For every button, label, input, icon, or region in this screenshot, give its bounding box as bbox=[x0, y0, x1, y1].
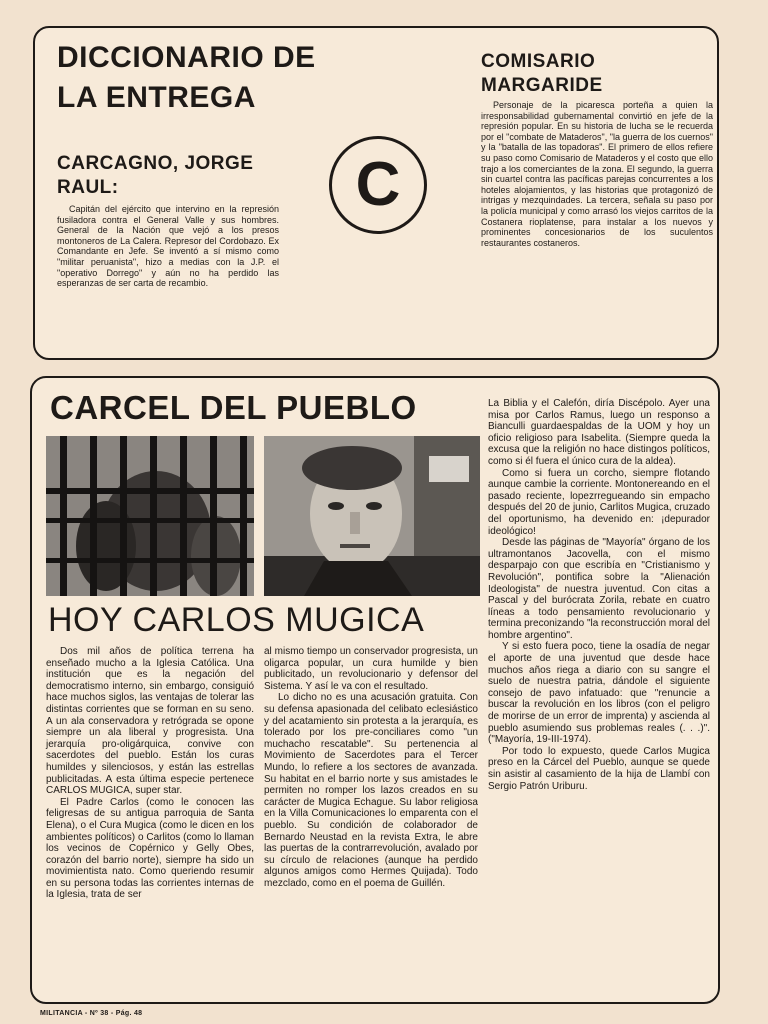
dictionary-title: DICCIONARIO DE LA ENTREGA bbox=[57, 41, 316, 114]
paragraph: Y si esto fuera poco, tiene la osadía de negar el aporte de una juventud que desde hace muchos años riega a diario con su sangre el suelo de nuestra patria, dándole el siguiente consejo de pavo infatuado: que "renuncie a buscar la revolución en los libros (con el peligro de morirse de un error de imprenta) y ascienda al pueblo asumiendo sus problemas reales (. . .)". ("Mayoría, 19-III-1974). bbox=[488, 641, 710, 746]
headline: HOY CARLOS MUGICA bbox=[48, 601, 425, 639]
paragraph: Por todo lo expuesto, quede Carlos Mugica preso en la Cárcel del Pueblo, aunque se quede sin asistir al casamiento de la hija de Llambí con Sergio Patrón Uriburu. bbox=[488, 745, 710, 792]
section-title: CARCEL DEL PUEBLO bbox=[50, 389, 417, 426]
article-column-3 bbox=[488, 398, 710, 792]
jail-bars-image bbox=[46, 436, 254, 596]
page-footer: MILITANCIA - Nº 38 - Pág. 48 bbox=[40, 1010, 143, 1017]
entry-carcagno-text: Capitán del ejército que intervino en la represión fusiladora contra el General Valle y sus hombres. General de la Nación que vejó a los presos montoneros de La Calera. Represor del Cordobazo. Ex Comandante en Jefe. Se inventó a sí mismo como "militar peruanista", hizo a medias con la J.P. el "operativo Dorrego" y aún no ha perdido las esperanzas de ser carta de recambio. bbox=[57, 204, 279, 289]
article-box bbox=[30, 376, 720, 1004]
letter-badge bbox=[329, 136, 427, 234]
photo-carlos-mugica bbox=[264, 436, 480, 596]
paragraph: Lo dicho no es una acusación gratuita. Con su defensa apasionada del celibato eclesiástico y del acatamiento sin protesta a la jerarquía, es tolerado por los pre-conciliares como "un muchacho rescatable". Su pertenencia al Movimiento de Sacerdotes para el Tercer Mundo, lo refiere a los sectores de avanzada. Su habitat en el barrio norte y sus amistades le permiten no romper los lazos creados en su carácter de Mugica Echague. Su labor religiosa en la Villa Comunicaciones lo emparenta con el pueblo. Su condición de colaborador de Bernardo Neustad en la revista Extra, le abre las puertas de la contrarrevolución, avalado por su círculo de relaciones (aunque ha perdido algunos amigos como Hermes Quijada). Todo mezclado, como en el poema de Guillén. bbox=[264, 692, 478, 889]
letter-c: C bbox=[355, 150, 401, 219]
paragraph: Desde las páginas de "Mayoría" órgano de los ultramontanos Jacovella, con el mismo desparpajo con que escribía en "Cristianismo y Revolución", pontifica sobre la "Alienación Ideologista" de nuestra juventud. Con citas a Pascal y del burócrata Zorila, rebate en cuatro líneas a todo pensamiento revolucionario y termina preconizando "la reconstrucción moral del hombre argentino". bbox=[488, 537, 710, 641]
dictionary-box bbox=[33, 26, 719, 360]
entry-margaride-name: COMISARIO MARGARIDE bbox=[481, 51, 603, 96]
paragraph: al mismo tiempo un conservador progresista, un oligarca popular, un cura humilde y bien publicitado, un revolucionario y defensor del Sistema. Y así le va con el resultado. bbox=[264, 646, 478, 692]
entry-margaride-text: Personaje de la picaresca porteña a quien la irresponsabilidad gubernamental convirtió en jefe de la represión popular. En su historia de lucha se le recuerda por el "combate de Mataderos", "la guerra de los cuernos" y la "batalla de las topadoras". El primero de ellos refiere su paso como Comisario de Mataderos y el costo que ello trajo a los comerciantes de la zona. El segundo, la guerra sin cuartel contra las pacíficas parejas concurrentes a los hoteles alojamientos, y las historias que protagonizó de intrigas y mezquindades. La tercera, señala su paso por la policía municipal y como arrasó los viejos carritos de la Costanera rioplatense, para instalar a los nuevos y prominentes concesionarios de los suculentos restaurantes costaneros. bbox=[481, 100, 713, 248]
article-column-2 bbox=[264, 646, 478, 889]
entry-carcagno-name: CARCAGNO, JORGE RAUL: bbox=[57, 153, 254, 198]
portrait-image bbox=[264, 436, 480, 596]
paragraph: Como si fuera un corcho, siempre flotando aunque cambie la corriente. Montonereando en el pasado reciente, lopezrregueando sin empacho después del 20 de junio, Carlitos Mugica, cruzado del oportunismo, ha devenido en: ¡depurador ideológico! bbox=[488, 467, 710, 537]
photo-jail-bars bbox=[46, 436, 254, 596]
paragraph: El Padre Carlos (como le conocen las feligresas de su antigua parroquia de Santa Elena), o el Cura Mugica (como le dicen en los ambientes políticos) o Carlitos (como lo llaman los vecinos de Copérnico y Gelly Obes, corazón del barrio norte), siempre ha sido un movimientista nato. Como queriendo resumir en su persona todas las corrientes internas de la Iglesia, trata de ser bbox=[46, 796, 254, 901]
paragraph: La Biblia y el Calefón, diría Discépolo. Ayer una misa por Carlos Ramus, luego un responso a Bianculli guardaespaldas de la UOM y hoy un oficio religioso para Isabelita. (Siempre queda la excusa que la religión no hace distingos políticos, como si él fuera el único cura de la aldea). bbox=[488, 398, 710, 467]
paragraph: Dos mil años de política terrena ha enseñado mucho a la Iglesia Católica. Una institución que es la negación del democratismo interno, sin embargo, consiguió hace muchos siglos, las ventajas de tolerar las distintas corrientes que se forman en su seno. A un ala conservadora y retrógrada se opone siempre un ala liberal y progresista. Una jerarquía pro-oligárquica, convive con sacerdotes del pueblo. Están los curas humildes y silenciosos, y están las estrellas publicitadas. A esta última especie pertenece CARLOS MUGICA, super star. bbox=[46, 646, 254, 797]
article-column-1 bbox=[46, 646, 254, 901]
